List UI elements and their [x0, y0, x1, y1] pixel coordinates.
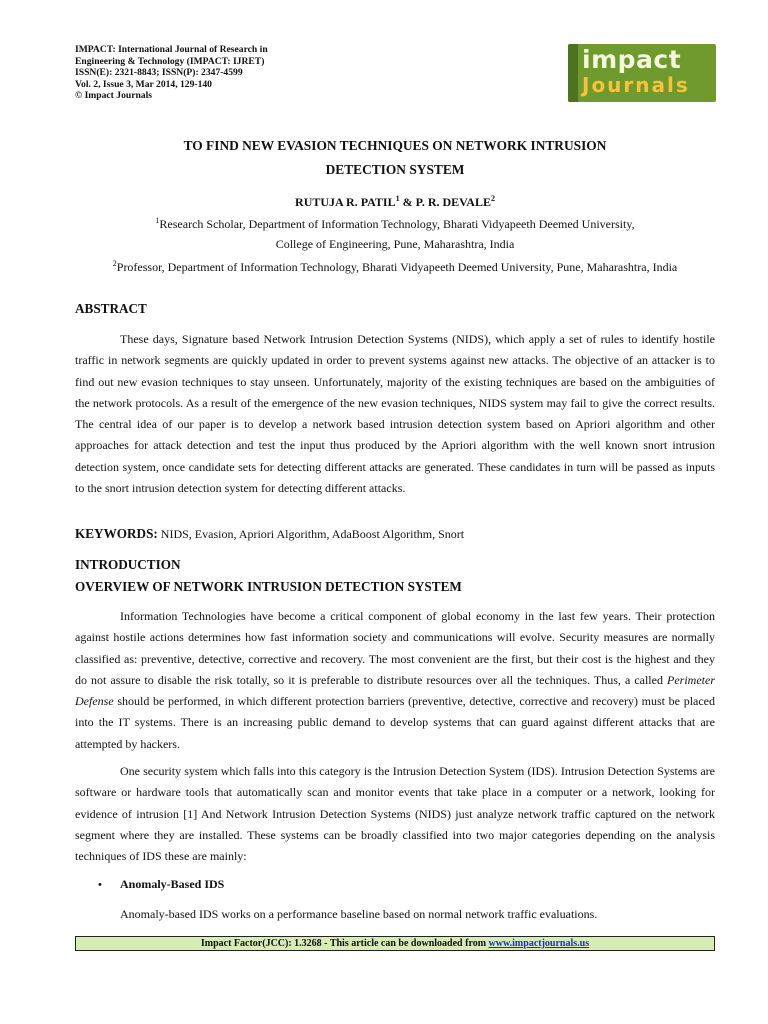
keywords-label: KEYWORDS:: [75, 526, 158, 541]
affiliation-1-line2: College of Engineering, Pune, Maharashtra, India: [275, 237, 515, 251]
footer-link[interactable]: www.impactjournals.us: [488, 938, 590, 949]
keywords: [75, 526, 464, 542]
anomaly-paragraph: Anomaly-based IDS works on a performance baseline based on normal network traffic evaluations.: [120, 907, 598, 921]
affiliation-2-sup: 2: [112, 259, 117, 268]
author-1-sup: 1: [395, 194, 400, 203]
paper-title-line2: DETECTION SYSTEM: [325, 162, 465, 177]
journal-info-line: IMPACT: International Journal of Research in: [75, 44, 268, 55]
introduction-paragraph-1: [75, 606, 715, 755]
introduction-paragraph-2: One security system which falls into this category is the Intrusion Detection System (IDS). Intrusion Detection Systems are software or hardware tools that automatically scan and monitor events that take place in a computer or a network, looking for evidence of intrusion [1] And Network Intrusion Detection Systems (NIDS) just analyze network traffic captured on the network segment where they are installed. These systems can be broadly classified into two major categories depending on the analysis techniques of IDS these are mainly:: [75, 764, 715, 864]
author-2: P. R. DEVALE: [415, 195, 491, 209]
logo-word-impact: impact: [582, 45, 682, 74]
paper-title-line1: TO FIND NEW EVASION TECHNIQUES ON NETWORK INTRUSION: [183, 138, 607, 153]
bullet-anomaly-based-ids: [98, 877, 224, 892]
p1-after: should be performed, in which different protection barriers (preventive, detective, corrective and recovery) must be placed into the IT systems. There is an increasing public demand to develop systems that can guard against different attacks that are attempted by hackers.: [75, 694, 715, 751]
journal-info: [75, 44, 375, 102]
abstract-heading: ABSTRACT: [75, 301, 147, 316]
impact-journals-logo: [568, 44, 716, 102]
affiliation-1-text: Research Scholar, Department of Information Technology, Bharati Vidyapeeth Deemed University,: [159, 217, 635, 231]
p1-before: Information Technologies have become a critical component of global economy in the last few years. Their protection against hostile actions determines how fast information society and communications will evolve. Security measures are normally classified as: preventive, detective, corrective and recovery. The most convenient are the first, but their cost is the highest and they do not assure to disable the risk totally, so it is preferable to distribute resources over all the techniques. Thus, a called: [75, 609, 715, 687]
affiliation-2-text: Professor, Department of Information Technology, Bharati Vidyapeeth Deemed University, Pune, Maharashtra, India: [116, 260, 678, 274]
overview-heading: OVERVIEW OF NETWORK INTRUSION DETECTION SYSTEM: [75, 579, 462, 594]
journal-info-line: ISSN(E): 2321-8843; ISSN(P): 2347-4599: [75, 67, 243, 79]
affiliation-1-sup: 1: [155, 216, 160, 225]
abstract-text: These days, Signature based Network Intrusion Detection Systems (NIDS), which apply a set of rules to identify hostile traffic in network segments are quickly updated in order to prevent systems against new attacks. The objective of an attacker is to find out new evasion techniques to stay unseen. Unfortunately, majority of the existing techniques are based on the ambiguities of the network protocols. As a result of the emergence of the new evasion techniques, NIDS system may fail to give the correct results. The central idea of our paper is to develop a network based intrusion detection system based on Apriori algorithm and other approaches for attack detection and test the input thus produced by the Apriori algorithm with the well known snort intrusion detection system, once candidate sets for detecting different attacks are generated. These candidates in turn will be passed as inputs to the snort intrusion detection system for detecting different attacks.: [75, 332, 715, 496]
bullet-label: Anomaly-Based IDS: [120, 877, 225, 891]
bullet-icon: •: [98, 879, 102, 891]
author-2-sup: 2: [490, 194, 495, 203]
affiliation-1-line1: [60, 216, 730, 232]
logo-bar: [568, 44, 578, 102]
footer-text: Impact Factor(JCC): 1.3268 - This article can be downloaded from: [200, 938, 489, 949]
introduction-heading: INTRODUCTION: [75, 557, 181, 572]
journal-info-line: Engineering & Technology (IMPACT: IJRET): [75, 55, 265, 67]
keywords-text: NIDS, Evasion, Apriori Algorithm, AdaBoost Algorithm, Snort: [157, 527, 465, 541]
author-separator: &: [399, 195, 416, 209]
logo-word-journals: Journals: [582, 73, 690, 97]
footer-banner: [75, 936, 715, 951]
journal-info-line: © Impact Journals: [75, 90, 152, 102]
authors: [75, 194, 715, 210]
affiliation-2: [60, 259, 730, 275]
journal-info-line: Vol. 2, Issue 3, Mar 2014, 129-140: [75, 78, 212, 90]
p1-italic-term: Perimeter Defense: [75, 672, 715, 709]
author-1: RUTUJA R. PATIL: [295, 195, 396, 209]
